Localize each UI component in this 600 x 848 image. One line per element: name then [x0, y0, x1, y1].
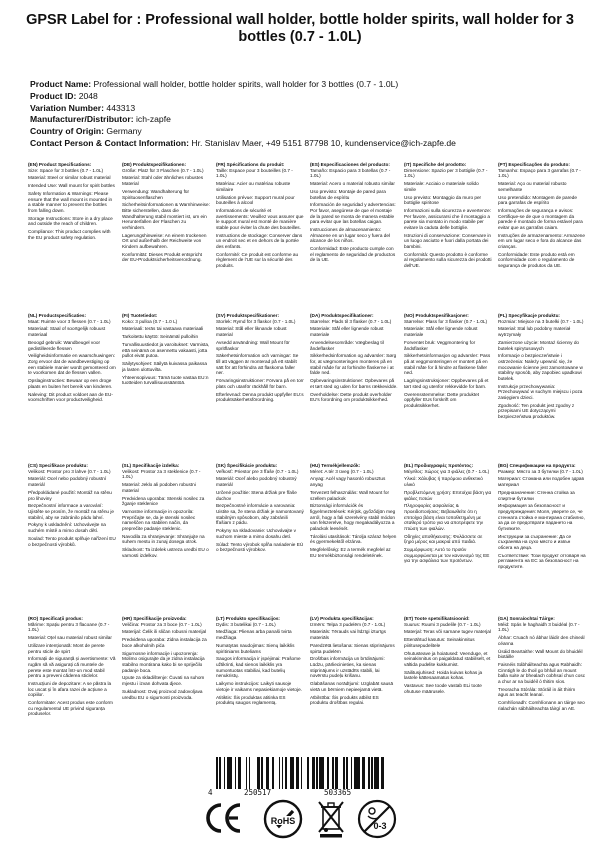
- barcode-left-group: 250517: [244, 788, 272, 797]
- spec-heading: (DE) Produktspezifikationen:: [122, 162, 187, 167]
- spec-cell: [498, 313, 586, 455]
- spec-paragraph: Zgodność: Ten produkt jest zgodny z przepisami UE dotyczącymi bezpieczeństwa produktów.: [498, 402, 575, 419]
- spec-paragraph: Uso pretendido: Montagem de parede para garrafas de espírito: [498, 194, 577, 206]
- spec-paragraph: Predvidena uporaba: Stenski nosilec za žganje steklenice: [122, 495, 205, 507]
- spec-paragraph: Предназначение: Стенна стойка за спиртни бутилки: [498, 489, 575, 501]
- spec-paragraph: Megfelelőség: Ez a termék megfelel az EU termékbiztonsági rendeletének.: [310, 547, 391, 558]
- spec-paragraph: Bezpečnostní informace a varování: Ujistěte se prosím, že montáž na stěnu je stabilní, aby se zabránilo pádu lahví.: [28, 503, 114, 520]
- spec-cell: [498, 616, 586, 752]
- age-label: 0-3: [373, 821, 387, 831]
- spec-paragraph: Tárolási utasítások: Tárolja száraz helyen és gyermekektől elzárva.: [310, 533, 397, 545]
- spec-grid-row-1: [28, 162, 586, 306]
- spec-paragraph: Overensstemmelse: Dette produktet oppfyller EUs forskrift om produktsikkerhet.: [404, 391, 480, 408]
- spec-heading: (HU) Termékjellemzők:: [310, 463, 361, 468]
- spec-paragraph: Συμμόρφωση: Αυτό το προϊόν συμμορφώνεται με τον κανονισμό της ΕΕ για την ασφάλεια των προϊόντων.: [404, 547, 490, 564]
- spec-paragraph: Material: Acero o material robusto similar: [310, 181, 395, 187]
- spec-heading: (LV) Produkta specifikācijas:: [310, 616, 374, 621]
- spec-cell: [122, 463, 210, 607]
- spec-paragraph: Velikost: Prostor pro 3 lahve (0.7 - 1.0L): [28, 468, 111, 474]
- spec-heading: (DA) Produktspecifikationer:: [310, 313, 374, 318]
- spec-cell: [498, 463, 586, 607]
- spec-paragraph: Materiale: Stål eller lignende robust materiale: [310, 326, 384, 338]
- spec-paragraph: Predviđena uporaba: Zidna instalacija za boce alkoholnih pića: [122, 637, 207, 648]
- spec-paragraph: Tervezett felhasználás: Wall Mount for szellem palackok: [310, 489, 390, 501]
- spec-paragraph: Förvaringsinstruktioner: Förvara på en torr plats och utanför räckhåll för barn.: [216, 378, 304, 389]
- spec-paragraph: Utilizare intenționată: Mont de perete pentru sticle de spirt: [28, 642, 105, 654]
- spec-cell: [216, 616, 304, 752]
- spec-paragraph: Zamierzone użycie: Montaż ścienny do butelek spirytusowych: [498, 339, 580, 351]
- spec-paragraph: Съответствие: Този продукт отговаря на регламента на ЕС за безопасност на продуктите.: [498, 552, 586, 569]
- spec-cell: [310, 162, 398, 306]
- spec-paragraph: Información de seguridad y advertencias: Por favor, asegúrese de que el montaje de la pared se monta de manera estable para evitar que las botellas caigan.: [310, 202, 396, 225]
- spec-paragraph: Materiale: Stål eller lignende robust materiale: [404, 326, 478, 338]
- spec-cell: [28, 616, 116, 752]
- spec-paragraph: Materiał: Stal lub podobny materiał wytrzymały: [498, 326, 571, 338]
- spec-paragraph: Materiál: Oceľ alebo podobný robustný materiál: [216, 476, 297, 488]
- spec-paragraph: Materjal: Teras või sarnane tugev materjal: [404, 629, 491, 635]
- spec-cell: [404, 463, 492, 607]
- spec-paragraph: Размер: Място за 3 бутилки (0.7 - 1.0L): [498, 468, 583, 474]
- spec-paragraph: Uso previsto: Montaggio da muro per bottiglie spiritose: [404, 194, 482, 206]
- spec-paragraph: Οδηγίες αποθήκευσης: Φυλάσσετε σε ξηρό μέρος και μακριά από παιδιά.: [404, 533, 483, 545]
- spec-heading: (BG) Спецификации на продукта:: [498, 463, 576, 468]
- spec-heading: (ET) Toote spetsifikatsioonid:: [404, 616, 470, 621]
- spec-paragraph: Navodila za shranjevanje: Shranjujte na suhem mestu in zunaj dosega otrok.: [122, 533, 205, 545]
- spec-paragraph: Sicherheitsinformationen & Warnhinweise: Bitte sicherstellen, dass die Wandhalterung stabil montiert ist, um ein Herunterfallen der Flaschen zu verhindern.: [122, 202, 210, 230]
- spec-heading: (FI) Tuotetiedot:: [122, 313, 158, 318]
- spec-paragraph: Tamaño: Espacio para 3 botellas (0.7 - 1.0L): [310, 167, 391, 179]
- spec-paragraph: Tamanho: Espaço para 3 garrafas (0.7 - 1.0L): [498, 167, 581, 179]
- spec-heading: (FR) Spécifications du produit:: [216, 162, 285, 167]
- spec-paragraph: Material: Steel or similar robust material: [28, 175, 111, 181]
- spec-paragraph: Conformidad: Este producto cumple con el reglamento de seguridad de productos de la UE.: [310, 246, 396, 263]
- spec-paragraph: Säilytysohjeet: Säilytä kuivassa paikassa ja lasten ulottuvilta.: [122, 361, 207, 372]
- spec-paragraph: Maat: Ruimte voor 3 flessen (0.7 - 1.0L): [28, 318, 111, 324]
- spec-paragraph: Sikkerhedsinformation og advarsler: Sørg for, at vægmonteringen monteres på en stabil måde for at forhindre flaskerne i at falde ned.: [310, 353, 397, 376]
- spec-paragraph: Bezpečnostné informácie a varovania: Uistite sa, že stena držiak je namontovaný stabilným spôsobom, aby zabránili fľašiam z pádu.: [216, 503, 304, 526]
- spec-paragraph: Информация за безопасност и предупреждения: Моля, уверете се, че стенната стойка е монтирана стабилно, за да се предотврати падането на бутилките.: [498, 503, 585, 531]
- spec-paragraph: Varnostne informacije in opozorila: Prepričajte se, da je stenski nosilec nameščen na stabilen način, da preprečite padanje steklenic.: [122, 509, 196, 531]
- spec-paragraph: Glabāšanas norādījumi: Uzglabāt sausā vietā un bērniem nepieejamā vietā.: [310, 681, 394, 692]
- spec-grid-row-2: [28, 313, 586, 455]
- barcode-right-group: 503365: [324, 788, 352, 797]
- spec-paragraph: Safety Information & Warnings: Please ensure that the wall mount is mounted in a stable manner to prevent the bottles from falling down.: [28, 191, 113, 213]
- spec-cell: [310, 463, 398, 607]
- barcode-first-digit: 4: [208, 788, 213, 797]
- spec-paragraph: Instructions de stockage: Conserver dans un endroit sec et en dehors de la portée des enfants.: [216, 232, 303, 249]
- spec-paragraph: Instrucțiuni de depozitare: A se păstra la loc uscat și în afara razei de acțiune a copiilor.: [28, 681, 112, 698]
- spec-paragraph: Yhteensopivuus: Tämä tuote vastaa EU:n tuotteiden turvallisuussääntöä.: [122, 374, 209, 386]
- spec-paragraph: Méid: Spás le haghaidh 3 buidéal (0.7 - 1.0L): [498, 621, 580, 633]
- spec-paragraph: Taille: Espace pour 3 bouteilles (0.7 - 1.0L): [216, 167, 293, 179]
- spec-paragraph: Säkerhetsinformation och varningar: Se till att väggen är monterad på ett stabilt sätt för att förhindra att flaskorna faller ner.: [216, 353, 299, 376]
- spec-paragraph: Beoogd gebruik: Wandbeugel voor gedistilleerde flessen: [28, 339, 101, 351]
- spec-paragraph: Størrelse: Plass for 3 flasker (0.7 - 1.0L): [404, 318, 488, 324]
- spec-paragraph: Größe: Platz für 3 Flaschen (0.7 - 1.0L): [122, 167, 204, 173]
- spec-paragraph: Sukladnost: Ovaj proizvod zadovoljava uredbu EU o sigurnosti proizvoda.: [122, 688, 203, 700]
- spec-paragraph: Úsáid Beartaithe: Wall Mount do bhuidéil biotáille: [498, 648, 583, 660]
- product-info: [30, 79, 582, 150]
- spec-paragraph: Overholdelse: Dette produkt overholder EU's forordning om produktsikkerhed.: [310, 391, 392, 403]
- spec-paragraph: Dydis: 3 butelikai (0.7 - 1.0L): [216, 621, 276, 627]
- page-title: GPSR Label for : Professional wall holder, bottle holder spirits, wall holder for 3 bottles (0.7 - 1.0L): [26, 12, 574, 45]
- spec-heading: (NL) Productspecificaties:: [28, 313, 87, 318]
- spec-paragraph: Anvendelsesområde: Vægbeslag til åndeflasker: [310, 339, 384, 351]
- spec-paragraph: Biztonsági információk és figyelmeztetések: Kérjük, győződjön meg arról, hogy a fali szerelvény stabil módon van felszerelve, hogy megakadályozza a palackok leesését.: [310, 503, 396, 531]
- spec-heading: (IT) Specifiche del prodotto:: [404, 162, 467, 167]
- spec-paragraph: Pokyny na skladovanie: Uchovávajte v suchom mieste a mimo dosahu detí.: [216, 528, 296, 539]
- spec-cell: [310, 616, 398, 752]
- spec-paragraph: Pokyny k uskladnění: Uchovávejte na suchém místě a mimo dosah dětí.: [28, 522, 106, 534]
- spec-paragraph: Saugos informacija ir įspėjimai: Prašome užtikrinti, kad sienos laikiklis yra sumontuotas stabiliai, kad butelių nenukristų.: [216, 656, 301, 679]
- contact-row: Contact Person & Contact Information: Hr. Stanislav Maer, +49 5151 87798 10, kundenservice@ich-zapfe.de: [30, 137, 456, 148]
- spec-paragraph: Tarkoitettu käyttö: Seinämäl pulloihin: [122, 334, 199, 340]
- spec-paragraph: Mărime: Spațiu pentru 3 flacoane (0.7 - 1.0L): [28, 621, 110, 633]
- spec-heading: (LT) Produkto specifikacijos:: [216, 616, 280, 621]
- spec-heading: (PT) Especificações do produto:: [498, 162, 570, 167]
- product-name-row: Product Name: Professional wall holder, bottle holder spirits, wall holder for 3 bottles (0.7 - 1.0L): [30, 79, 399, 89]
- spec-paragraph: Ettenähtud kasutus: Seinakinnitus piiritusepudelitele: [404, 637, 475, 648]
- spec-paragraph: Paredzētā lietošana: Sienas stiprinājums spirta pudelēm: [310, 642, 395, 654]
- spec-paragraph: Istruzioni di conservazione: Conservare in un luogo asciutto e fuori dalla portata dei bambini.: [404, 232, 492, 249]
- spec-cell: [122, 616, 210, 752]
- spec-paragraph: Faisnéis Sábháilteachta agus Rabhaidh: Cinntigh le do thoil go bhfuil an mount balla suite ar bhealach cobhsaí chun cosc a chur ar na buidéil ó thitim síos.: [498, 662, 586, 684]
- spec-paragraph: Upute za skladištenje: Čuvati na suhom mjestu i izvan dohvata djece.: [122, 675, 205, 687]
- spec-cell: [122, 313, 210, 455]
- spec-paragraph: Instrukcje przechowywania: Przechowywać w suchym miejscu i poza zasięgiem dzieci.: [498, 383, 583, 400]
- spec-paragraph: Avsedd användning: Wall Mount för spritflaskor: [216, 339, 290, 351]
- spec-paragraph: Lagringsinstruksjoner: Oppbevares på et tørt sted og utenfor rekkevidde for barn.: [404, 378, 489, 389]
- spec-paragraph: Medžiaga: Plienas arba panaši tvirta medžiaga: [216, 629, 292, 641]
- spec-grid-row-3: [28, 463, 586, 607]
- spec-heading: (GA) Sonraíochtaí Táirge:: [498, 616, 555, 621]
- spec-paragraph: Izmērs: Telpa 3 pudelēm (0.7 - 1.0L): [310, 621, 386, 627]
- spec-paragraph: Intended Use: Wall mount for spirit bottles: [28, 183, 115, 189]
- spec-paragraph: Efterlevnad: Denna produkt uppfyller EU:s produktsäkerhetsförordning.: [216, 391, 304, 403]
- spec-paragraph: Πληροφορίες ασφαλείας & προειδοποιήσεις: Βεβαιωθείτε ότι η επιτοίχια βάση είναι τοποθετημένη με σταθερό τρόπο για να αποτρέψετε την πτώση των φιαλών.: [404, 503, 484, 531]
- spec-paragraph: Инструкции за съхранение: Да се съхранява на сухо място и извън обсега на деца.: [498, 533, 572, 550]
- spec-paragraph: Материал: Стомана или подобен здрав материал: [498, 476, 585, 488]
- ce-mark-icon: [204, 801, 244, 835]
- spec-paragraph: Material: Aço ou material robusto semelhante: [498, 181, 567, 192]
- spec-paragraph: Velikost: Prostor za 3 steklenice (0.7 - 1.0L): [122, 468, 201, 480]
- spec-heading: (SL) Specifikacije izdelka:: [122, 463, 180, 468]
- product-id-row: Product ID: 2048: [30, 90, 98, 101]
- spec-paragraph: Drošības informācija un brīdinājumi: Lūdzu, pārliecinieties, ka sienas stiprinājums ir uzstādīts stabili, lai novērstu pudeļu krišanu.: [310, 656, 385, 679]
- spec-heading: (ES) Especificaciones del producto:: [310, 162, 390, 167]
- spec-paragraph: Säilitusjuhised: Hoida kuivas kohas ja lastele kättesaamatus kohas.: [404, 669, 483, 681]
- spec-paragraph: Naleving: Dit product voldoet aan de EU-voorschriften voor productveiligheid.: [28, 391, 113, 403]
- spec-cell: [498, 162, 586, 306]
- spec-paragraph: Numatytas naudojimas: Sienų laikiklis spiritiniams buteliams: [216, 642, 295, 654]
- spec-paragraph: Instruções de armazenamento: Armazene em um lugar seco e fora do alcance das crianças.: [498, 232, 586, 249]
- spec-paragraph: Informazioni sulla sicurezza e avvertenze: Per favore, assicurarsi che il montaggio a parete sia montato in modo stabile per evitare la caduta delle bottiglie.: [404, 208, 492, 230]
- spec-paragraph: Suurus: Ruumi 3 pudelile (0.7 - 1.0L): [404, 621, 481, 627]
- spec-paragraph: Určené použitie: Stena držiak pre fľaše duchov: [216, 489, 297, 501]
- spec-paragraph: Atitiktis: Šis produktas atitinka ES produktų saugos reglamentą.: [216, 694, 286, 706]
- country-of-origin-row: Country of Origin: Germany: [30, 126, 142, 137]
- spec-paragraph: Størrelse: Plads til 3 flasker (0.7 - 1.0L): [310, 318, 392, 324]
- spec-paragraph: Soulad: Tento produkt splňuje nařízení EU o bezpečnosti výrobků.: [28, 535, 116, 547]
- spec-paragraph: Sigurnosne informacije i upozorenja: Molimo osigurajte da je zidna instalacija stabilno montirana kako bi se spriječilo padanje boca.: [122, 650, 205, 673]
- spec-paragraph: Anyag: Acél vagy hasonló robusztus anyag: [310, 476, 386, 488]
- spec-paragraph: Informações de segurança e avisos: Certifique-se de que o montagem da parede é montado de forma estável para evitar que as garrafas caiam.: [498, 208, 583, 230]
- spec-paragraph: Atbilstība: Šis produkts atbilst ES produktu drošības regulai.: [310, 694, 379, 706]
- barcode-bars: [216, 757, 386, 789]
- spec-paragraph: Méret: A tér 3 üveg (0.7 - 1.0L): [310, 468, 374, 474]
- spec-heading: (SV) Produktspecifikationer:: [216, 313, 280, 318]
- spec-paragraph: Opslaginstructies: Bewaar op een droge plaats en buiten het bereik van kinderen.: [28, 378, 113, 389]
- spec-paragraph: Skladnost: Ta izdelek ustreza uredbi EU o varnosti izdelkov.: [122, 547, 209, 558]
- svg-text:RoHS: RoHS: [270, 816, 296, 826]
- spec-paragraph: Προβλεπόμενη χρήση: Επιτοίχια βάση για φιάλες ποτών: [404, 489, 492, 501]
- spec-cell: [28, 463, 116, 607]
- spec-paragraph: Materiaal: Staal of soortgelijk robuust materiaal: [28, 326, 106, 338]
- spec-paragraph: Opbevaringsinstruktioner: Opbevares på et tørt sted og uden for børns rækkevidde.: [310, 378, 398, 389]
- spec-paragraph: Μέγεθος: Χώρος για 3 φιάλες (0.7 - 1.0L): [404, 468, 490, 474]
- spec-cell: [216, 313, 304, 455]
- spec-paragraph: Turvallisuustiedot ja varoitukset: Varmista, että seinämä on asennettu vakaasti, jotta pullot eivät putoa.: [122, 342, 210, 359]
- spec-paragraph: Materiale: Acciaio o materiale solido simile: [404, 181, 479, 192]
- spec-paragraph: Veľkosť: Priestor pre 3 fľaše (0.7 - 1.0L): [216, 468, 299, 474]
- spec-cell: [310, 313, 398, 455]
- spec-paragraph: Uso previsto: Montaje de pared para botellas de espíritu: [310, 188, 386, 200]
- age-0-3-warning-icon: [356, 798, 398, 840]
- spec-cell: [216, 162, 304, 306]
- spec-cell: [404, 313, 492, 455]
- spec-cell: [28, 162, 116, 306]
- spec-paragraph: Sikkerhetsinformasjon og advarsler: Pass på at veggmonteringen er montert på en stabil måte for å hindre at flaskene faller ned.: [404, 353, 491, 376]
- spec-paragraph: Verwendung: Wandhalterung für Spirituosenflaschen: [122, 188, 190, 200]
- spec-heading: (CS) Specifikace produktu:: [28, 463, 88, 468]
- variation-number-row: Variation Number: 443313: [30, 102, 136, 113]
- spec-paragraph: Vastavus: See toode vastab ELi toote ohutuse määrusele.: [404, 683, 482, 694]
- spec-paragraph: Instrucciones de almacenamiento: Almacene en un lugar seco y fuera del alcance de los niños.: [310, 227, 390, 244]
- spec-paragraph: Storlek: Rymd för 3 flaskor (0.7 - 1.0L): [216, 318, 296, 324]
- spec-paragraph: Informacje o bezpieczeństwie i ostrzeżenia: Należy upewnić się, że mocowanie ścienne jest zamontowane w stabilny sposób, aby zapobiec upadkowi butelek.: [498, 353, 583, 381]
- spec-paragraph: Storage Instructions: Store in a dry place and outside the reach of children.: [28, 215, 113, 227]
- spec-paragraph: Conformidade: Este produto está em conformidade com o regulamento de segurança de produtos da UE.: [498, 251, 575, 268]
- spec-paragraph: Comhlíonadh: Comhlíonann an táirge seo rialachán sábháilteachta táirgí an AE.: [498, 700, 585, 711]
- spec-paragraph: Materiál: Ocel nebo podobný robustní materiál: [28, 476, 107, 488]
- spec-paragraph: Size: Space for 3 bottles (0.7 - 1.0L): [28, 167, 104, 173]
- spec-paragraph: Utilisation prévue: Support mural pour bouteilles à alcool: [216, 194, 295, 206]
- spec-grid-row-4: [28, 616, 586, 752]
- spec-cell: [28, 313, 116, 455]
- spec-cell: [404, 162, 492, 306]
- weee-bin-icon: [316, 799, 346, 839]
- spec-paragraph: Conformitate: Acest produs este conform cu regulamentul UE privind siguranța produselor.: [28, 700, 113, 717]
- spec-paragraph: Material: Jeklo ali podoben robustni material: [122, 482, 196, 493]
- spec-paragraph: Informations de sécurité et avertissements: Veuillez vous assurer que le support mural est monté de manière stable pour éviter la chute des bouteilles.: [216, 208, 304, 230]
- spec-paragraph: Ohutusteave ja hoiatused: Veenduge, et seinakinnitus on paigaldatud stabiilselt, et vältida pudelite kukkumist.: [404, 650, 491, 667]
- spec-paragraph: Compliance: This product complies with the EU product safety regulation.: [28, 229, 111, 240]
- spec-paragraph: Conformità: Questo prodotto è conforme al regolamento sulla sicurezza dei prodotti dell'UE.: [404, 251, 492, 268]
- manufacturer-row: Manufacturer/Distributor: ich-zapfe: [30, 114, 171, 125]
- rohs-icon: [262, 798, 304, 840]
- spec-paragraph: Veiligheidsinformatie en waarschuwingen: Zorg ervoor dat de wandbevestiging op een stabiele manier wordt gemonteerd om te voorkomen dat de flessen vallen.: [28, 353, 116, 376]
- spec-heading: (EN) Product Specifications:: [28, 162, 92, 167]
- spec-paragraph: Forventet bruk: Veggmontering for åndsflasker: [404, 339, 476, 351]
- spec-cell: [122, 162, 210, 306]
- spec-paragraph: Předpokládané použití: Montáž na stěnu pro lihoviny: [28, 489, 112, 501]
- spec-paragraph: Material: Oțel sau material robust similar: [28, 635, 112, 641]
- barcode: [208, 757, 392, 797]
- spec-paragraph: Súlad: Tento výrobok spĺňa nariadenie EÚ o bezpečnosti výrobkov.: [216, 541, 304, 553]
- spec-paragraph: Veličina: Prostor za 3 boce (0.7 - 1.0L): [122, 621, 202, 627]
- spec-heading: (HR) Specifikacije proizvoda:: [122, 616, 187, 621]
- spec-paragraph: Conformité: Ce produit est conforme au règlement de l'UE sur la sécurité des produits.: [216, 251, 299, 268]
- spec-paragraph: Material: Stahl oder ähnliches robustes Material: [122, 175, 204, 187]
- spec-paragraph: Materiaali: teräs tai vastaava materiaali: [122, 326, 204, 332]
- spec-paragraph: Koko: 3 pulloa (0.7 - 1.0 L): [122, 318, 178, 324]
- spec-paragraph: Materiāls: Tērauds vai līdzīgi izturīgs materiāls: [310, 629, 386, 641]
- spec-heading: (PL) Specyfikacje produktu:: [498, 313, 560, 318]
- spec-heading: (NO) Produktspesifikasjoner:: [404, 313, 469, 318]
- spec-heading: (RO) Specificații produs:: [28, 616, 83, 621]
- spec-paragraph: Lagerungshinweise: An einem trockenen Ort und außerhalb der Reichweite von Kindern aufbewahren.: [122, 232, 207, 249]
- spec-paragraph: Υλικό: Χάλυβας ή παρόμοιο ανθεκτικό υλικό: [404, 476, 483, 488]
- spec-cell: [404, 616, 492, 752]
- spec-paragraph: Treoracha Stórála: Stóráil in áit thirim agus as teacht leanaí.: [498, 686, 576, 698]
- spec-paragraph: Konformität: Dieses Produkt entspricht der EU-Produktsicherheitsverordnung.: [122, 251, 202, 263]
- spec-heading: (SK) Špecifikácie produktu:: [216, 463, 278, 468]
- spec-paragraph: Ábhar: Cruach nó ábhar láidir den chineál céanna: [498, 635, 585, 646]
- spec-paragraph: Material: Stål eller liknande robust material: [216, 326, 287, 338]
- spec-paragraph: Dimensione: Spazio per 3 bottiglie (0.7 - 1.0L): [404, 167, 488, 179]
- spec-paragraph: Matériau: Acier ou matériau robuste similaire: [216, 181, 291, 192]
- spec-cell: [216, 463, 304, 607]
- spec-paragraph: Informații de siguranță și avertismente: Vă rugăm să vă asigurați că muntele de perete este montat într-un mod stabil pentru a preveni căderea sticlelor.: [28, 656, 116, 679]
- spec-paragraph: Laikymo instrukcijos: Laikyti sausoje vietoje ir vaikams nepasiekiamoje vietoje.: [216, 681, 302, 692]
- spec-paragraph: Rozmiar: Miejsce na 3 butelki (0.7 - 1.0L): [498, 318, 584, 324]
- spec-paragraph: Materijal: Čelik ili sličan robusni materijal: [122, 629, 207, 635]
- spec-heading: (EL) Προδιαγραφές προϊόντος:: [404, 463, 474, 468]
